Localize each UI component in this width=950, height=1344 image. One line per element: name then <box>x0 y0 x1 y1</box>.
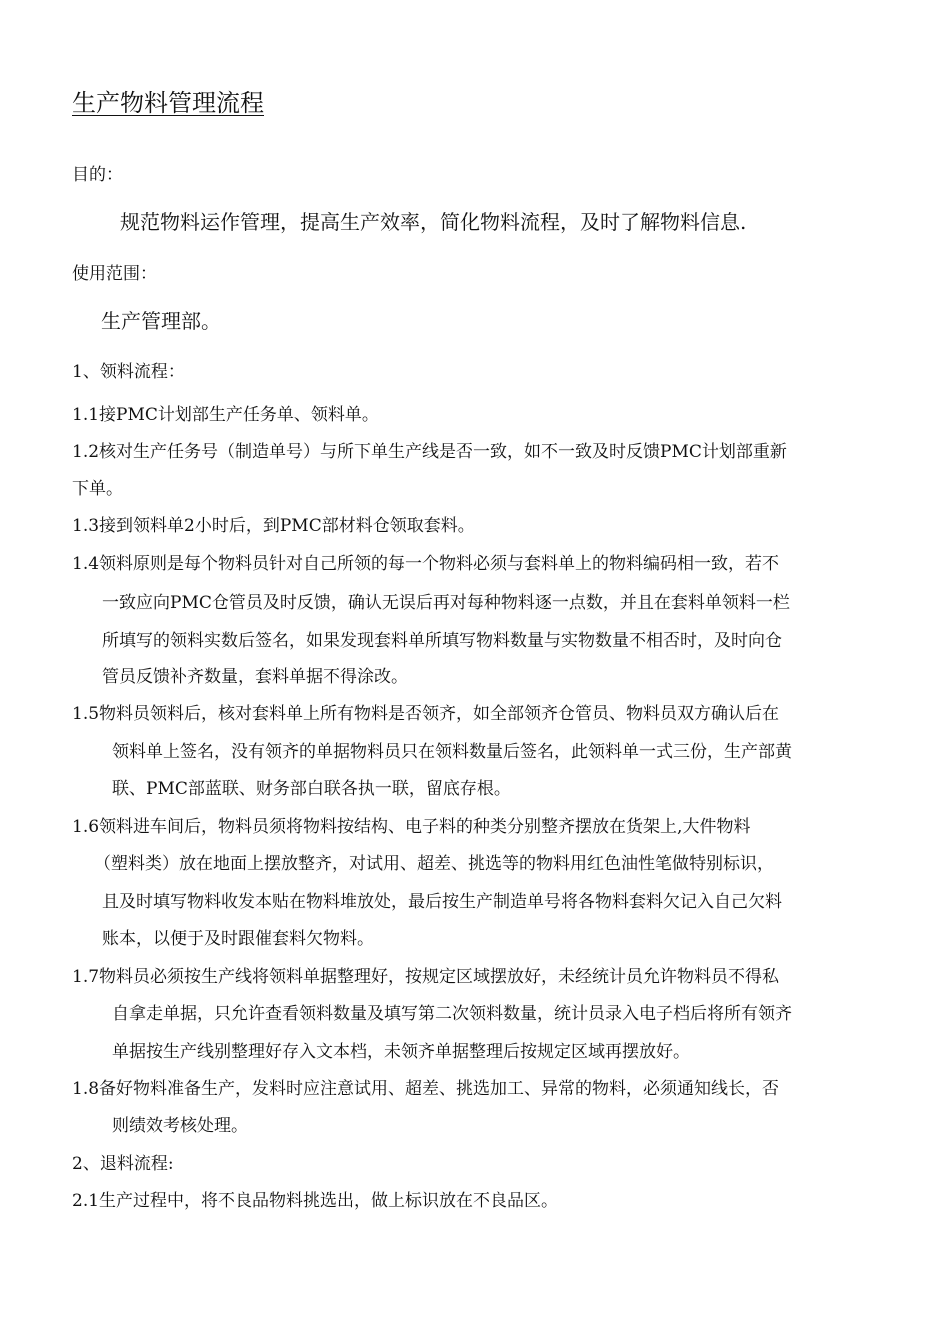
scope-text: 生产管理部。 <box>101 309 221 333</box>
paragraph-line: 且及时填写物料收发本贴在物料堆放处，最后按生产制造单号将各物料套料欠记入自己欠料 <box>102 892 782 912</box>
scope-label: 使用范围： <box>72 264 157 284</box>
purpose-text: 规范物料运作管理，提高生产效率，简化物料流程，及时了解物料信息. <box>120 210 747 234</box>
purpose-label: 目的： <box>72 165 123 185</box>
paragraph-line: 1.2核对生产任务号（制造单号）与所下单生产线是否一致，如不一致及时反馈PMC计划部重新 <box>72 442 787 462</box>
paragraph-line: 联、PMC部蓝联、财务部白联各执一联，留底存根。 <box>112 779 511 799</box>
paragraph-line: 账本，以便于及时跟催套料欠物料。 <box>102 929 374 949</box>
document-title: 生产物料管理流程 <box>72 89 264 117</box>
paragraph-line: 1.8备好物料准备生产，发料时应注意试用、超差、挑选加工、异常的物料，必须通知线长，否 <box>72 1079 780 1099</box>
paragraph-line: 1.3接到领料单2小时后，到PMC部材料仓领取套料。 <box>72 516 475 536</box>
paragraph-line: 自拿走单据，只允许查看领料数量及填写第二次领料数量，统计员录入电子档后将所有领齐 <box>112 1004 792 1024</box>
paragraph-line: 领料单上签名，没有领齐的单据物料员只在领料数量后签名，此领料单一式三份，生产部黄 <box>112 742 792 762</box>
paragraph-line: 2.1生产过程中，将不良品物料挑选出，做上标识放在不良品区。 <box>72 1191 559 1211</box>
paragraph-line: 管员反馈补齐数量，套料单据不得涂改。 <box>102 667 408 687</box>
paragraph-line: 1.6领料进车间后，物料员须将物料按结构、电子料的种类分别整齐摆放在货架上,大件物料 <box>72 817 751 837</box>
paragraph-line: 1.4领料原则是每个物料员针对自己所领的每一个物料必须与套料单上的物料编码相一致，若不 <box>72 554 780 574</box>
section-heading-1: 1、领料流程： <box>72 362 185 382</box>
paragraph-line: 所填写的领料实数后签名，如果发现套料单所填写物料数量与实物数量不相否时，及时向仓 <box>102 631 782 651</box>
paragraph-line: 一致应向PMC仓管员及时反馈，确认无误后再对每种物料逐一点数，并且在套料单领料一栏 <box>102 593 790 613</box>
paragraph-line: （塑料类）放在地面上摆放整齐，对试用、超差、挑选等的物料用红色油性笔做特别标识， <box>94 854 774 874</box>
paragraph-line: 下单。 <box>72 479 123 499</box>
paragraph-line: 单据按生产线别整理好存入文本档，未领齐单据整理后按规定区域再摆放好。 <box>112 1042 690 1062</box>
paragraph-line: 则绩效考核处理。 <box>112 1116 248 1136</box>
paragraph-line: 1.7物料员必须按生产线将领料单据整理好，按规定区域摆放好，未经统计员允许物料员不得私 <box>72 967 780 987</box>
paragraph-line: 1.5物料员领料后，核对套料单上所有物料是否领齐，如全部领齐仓管员、物料员双方确认后在 <box>72 704 780 724</box>
paragraph-line: 1.1接PMC计划部生产任务单、领料单。 <box>72 405 379 425</box>
section-heading-2: 2、退料流程: <box>72 1154 174 1174</box>
